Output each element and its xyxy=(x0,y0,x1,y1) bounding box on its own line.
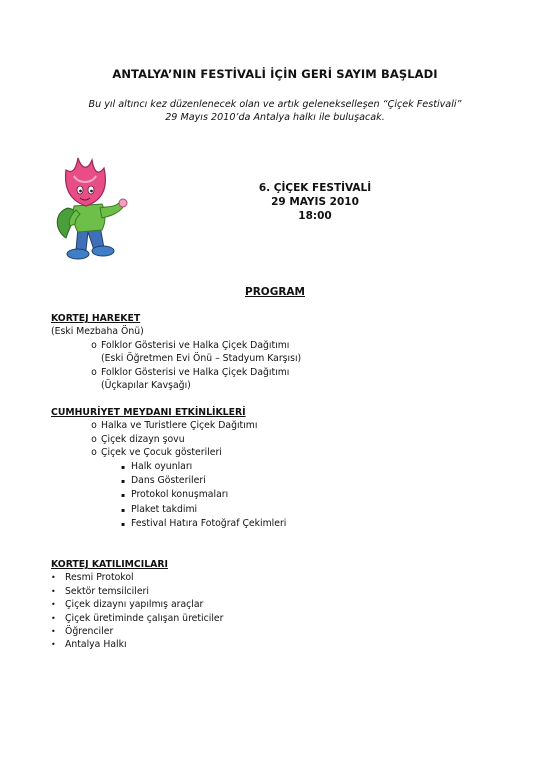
sub-list-item xyxy=(51,503,286,517)
section-heading: KORTEJ HAREKET xyxy=(51,313,141,324)
tulip-mascot-icon xyxy=(48,150,130,266)
sub-list-item xyxy=(51,474,286,488)
list-item-text: Çiçek ve Çocuk gösterileri xyxy=(101,447,222,459)
list-item-text: Çiçek dizaynı yapılmış araçlar xyxy=(65,599,204,611)
list-item xyxy=(51,638,223,651)
festival-name: 6. ÇİÇEK FESTİVALİ xyxy=(258,182,372,194)
intro-line-2: 29 Mayıs 2010’da Antalya halkı ile buluşacak. xyxy=(165,112,385,123)
festival-date: 29 MAYIS 2010 xyxy=(271,196,359,208)
list-item xyxy=(51,446,286,459)
list-item xyxy=(51,419,286,432)
sub-list-item-text: Festival Hatıra Fotoğraf Çekimleri xyxy=(131,518,287,530)
list-item-text: Sektör temsilcileri xyxy=(65,585,149,597)
list-item xyxy=(51,625,223,638)
hollow-bullet-icon: o xyxy=(91,366,97,378)
list-item-text: Öğrenciler xyxy=(65,626,114,638)
list-item-text: Antalya Halkı xyxy=(65,639,127,651)
round-bullet-icon: • xyxy=(51,627,56,637)
list-item-note: (Üçkapılar Kavşağı) xyxy=(101,380,191,392)
round-bullet-icon: • xyxy=(51,586,56,596)
sub-list-item-text: Protokol konuşmaları xyxy=(131,489,229,501)
hollow-bullet-icon: o xyxy=(91,433,97,445)
festival-time: 18:00 xyxy=(298,210,332,222)
list-item xyxy=(51,598,223,611)
sub-list-item xyxy=(51,517,286,531)
sub-list-item-text: Dans Gösterileri xyxy=(131,475,206,487)
list-item xyxy=(51,366,301,379)
square-bullet-icon: ▪ xyxy=(121,492,126,500)
kortej-hareket-section xyxy=(51,312,301,392)
round-bullet-icon: • xyxy=(51,613,56,623)
square-bullet-icon: ▪ xyxy=(121,521,126,529)
cumhuriyet-section xyxy=(51,406,286,532)
section-subtitle: (Eski Mezbaha Önü) xyxy=(51,326,144,338)
sub-list-item xyxy=(51,488,286,502)
list-item xyxy=(51,585,223,598)
square-bullet-icon: ▪ xyxy=(121,506,126,514)
intro-line-1: Bu yıl altıncı kez düzenlenecek olan ve artık gelenekselleşen “Çiçek Festivali” xyxy=(88,99,462,110)
festival-info xyxy=(180,181,450,223)
list-item xyxy=(51,612,223,625)
sub-list-item xyxy=(51,460,286,474)
document-title: ANTALYA’NIN FESTİVALİ İÇİN GERİ SAYIM BAŞLADI xyxy=(112,67,438,81)
list-item-text: Çiçek üretiminde çalışan üreticiler xyxy=(65,612,224,624)
sub-list-item-text: Plaket takdimi xyxy=(131,503,198,515)
section-heading: CUMHURİYET MEYDANI ETKİNLİKLERİ xyxy=(51,407,246,418)
round-bullet-icon: • xyxy=(51,573,56,583)
sub-list-item-text: Halk oyunları xyxy=(131,460,193,472)
list-item xyxy=(51,571,223,584)
list-item-text: Halka ve Turistlere Çiçek Dağıtımı xyxy=(101,420,258,432)
list-item xyxy=(51,339,301,352)
list-item-note: (Eski Öğretmen Evi Önü – Stadyum Karşısı) xyxy=(101,353,302,365)
square-bullet-icon: ▪ xyxy=(121,478,126,486)
list-item xyxy=(51,433,286,446)
program-heading: PROGRAM xyxy=(245,286,305,298)
list-item-text: Folklor Gösterisi ve Halka Çiçek Dağıtımı xyxy=(101,339,290,351)
hollow-bullet-icon: o xyxy=(91,447,97,459)
round-bullet-icon: • xyxy=(51,600,56,610)
square-bullet-icon: ▪ xyxy=(121,463,126,471)
round-bullet-icon: • xyxy=(51,640,56,650)
hollow-bullet-icon: o xyxy=(91,420,97,432)
list-item-text: Folklor Gösterisi ve Halka Çiçek Dağıtımı xyxy=(101,366,290,378)
list-item-text: Resmi Protokol xyxy=(65,572,134,584)
hollow-bullet-icon: o xyxy=(91,339,97,351)
section-heading: KORTEJ KATILIMCILARI xyxy=(51,559,168,570)
katilimcilar-section xyxy=(51,558,223,652)
list-item-text: Çiçek dizayn şovu xyxy=(101,433,185,445)
intro-paragraph xyxy=(0,98,550,124)
